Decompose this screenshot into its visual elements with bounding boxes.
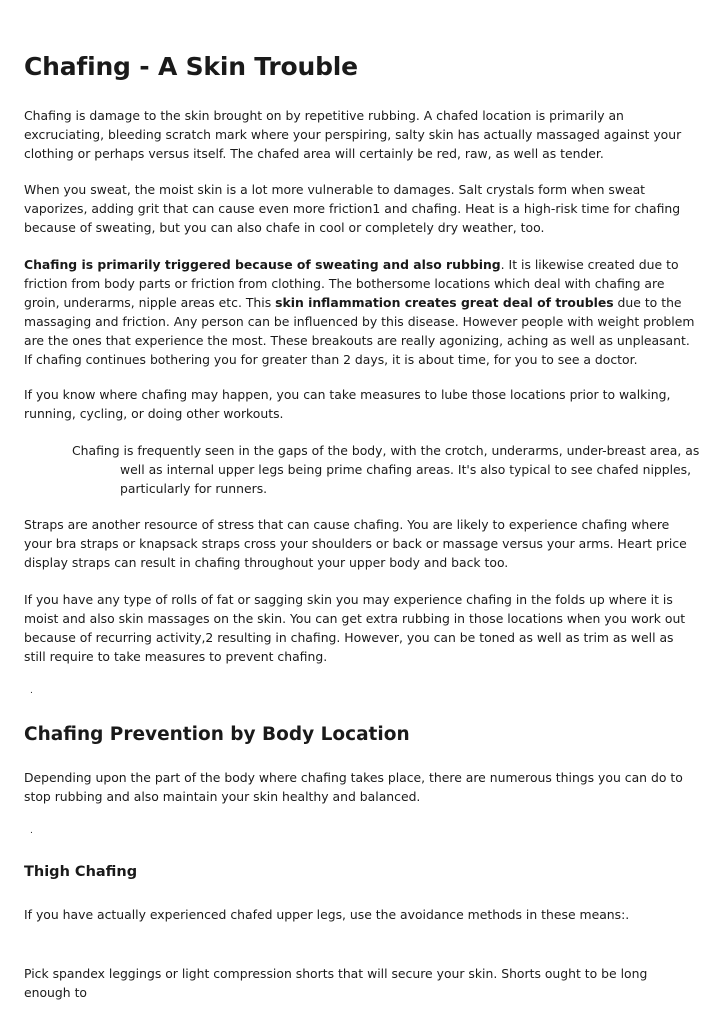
paragraph-sweat: When you sweat, the moist skin is a lot more vulnerable to damages. Salt crystals form when sweat vaporizes, adding grit that can cause even more friction1 and chafing. Heat is a high-risk time for chafing because of sweating, but you can also chafe in cool or completely dry weather, too.: [24, 182, 681, 235]
paragraph-skin-folds: If you have any type of rolls of fat or sagging skin you may experience chafing in the folds up where it is moist and also skin massages on the skin. You can get extra rubbing in those locations when you work out because of recurring activity,2 resulting in chafing. However, you can be toned as well as trim as well as still require to take measures to prevent chafing.: [24, 592, 686, 664]
paragraph-straps: Straps are another resource of stress that can cause chafing. You are likely to experience chafing where your bra straps or knapsack straps cross your shoulders or back or massage versus your arms. Heart price display straps can result in chafing throughout your upper body and back too.: [24, 517, 687, 570]
paragraph-causes-text-2: due to the massaging and friction. Any person can be influenced by this disease. However people with weight problem are the ones that experience the most. These breakouts are really agonizing, aching as well as unpleasant. If chafing continues bothering you for greater than 2 days, it is about time, for you to see a doctor.: [24, 295, 695, 367]
bold-causes-phrase: Chafing is primarily triggered because of sweating and also rubbing: [24, 257, 501, 272]
section-heading-prevention: Chafing Prevention by Body Location: [24, 724, 410, 745]
bold-inflammation-phrase: skin inflammation creates great deal of troubles: [275, 295, 614, 310]
paragraph-lubricate: If you know where chafing may happen, you can take measures to lube those locations prior to walking, running, cycling, or doing other workouts.: [24, 387, 671, 421]
paragraph-prevention-intro: Depending upon the part of the body where chafing takes place, there are numerous things you can do to stop rubbing and also maintain your skin healthy and balanced.: [24, 770, 683, 804]
block-quote: Chafing is frequently seen in the gaps of the body, with the crotch, underarms, under-breast area, as well as internal upper legs being prime chafing areas. It's also typical to see chafed nipples, particularly for runners.: [72, 443, 700, 496]
separator-dot: .: [30, 826, 33, 836]
paragraph-definition: Chafing is damage to the skin brought on by repetitive rubbing. A chafed location is primarily an excruciating, bleeding scratch mark where your perspiring, salty skin has actually massaged against your clothing or perhaps versus itself. The chafed area will certainly be red, raw, as well as tender.: [24, 108, 682, 161]
paragraph-causes: [24, 255, 696, 369]
paragraph-spandex: Pick spandex leggings or light compression shorts that will secure your skin. Shorts ought to be long enough to: [24, 966, 648, 1000]
page-title: Chafing - A Skin Trouble: [24, 52, 358, 81]
paragraph-causes-text-1: . It is likewise created due to friction from body parts or friction from clothing. The bothersome locations which deal with chafing are groin, underarms, nipple areas etc. This: [24, 257, 679, 310]
subheading-thigh-chafing: Thigh Chafing: [24, 864, 138, 880]
separator-dot: .: [30, 686, 33, 696]
paragraph-thigh-intro: If you have actually experienced chafed upper legs, use the avoidance methods in these means:.: [24, 907, 630, 922]
